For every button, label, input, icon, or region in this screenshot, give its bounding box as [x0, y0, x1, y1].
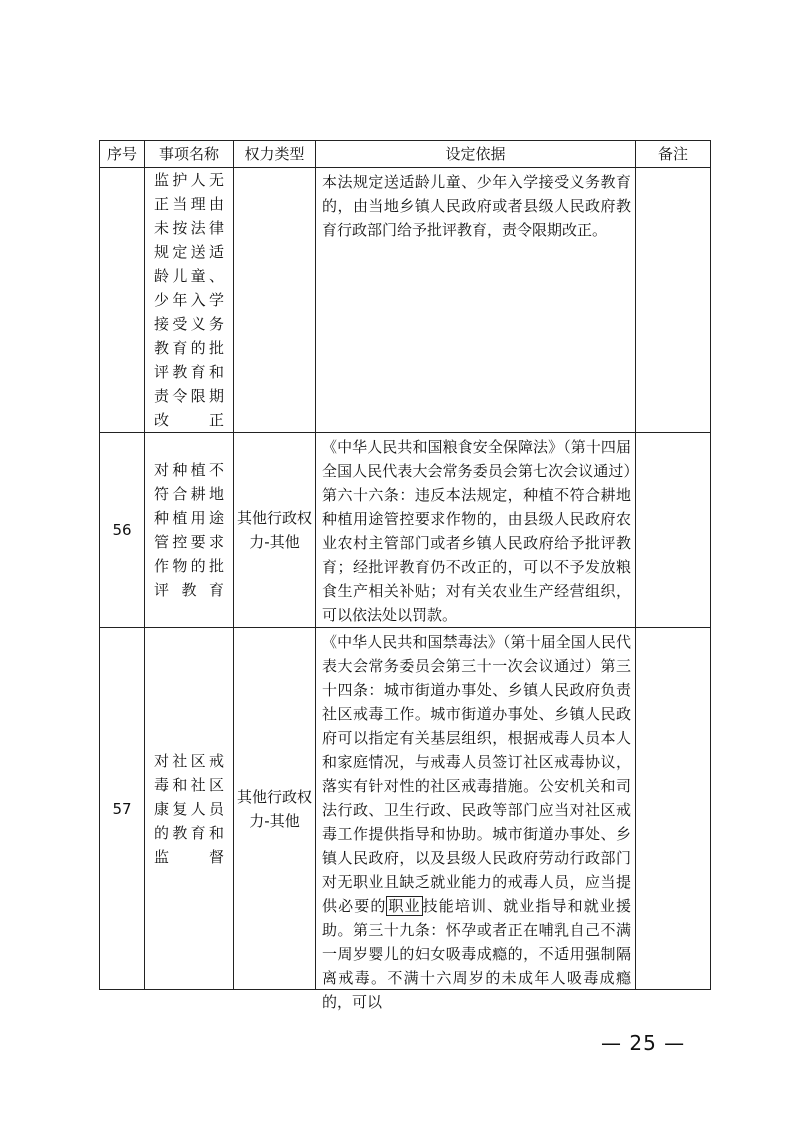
row-item-name: 对社区戒毒和社区康复人员的教育和监督: [145, 628, 234, 990]
row-note: [636, 168, 711, 433]
header-type: 权力类型: [234, 141, 316, 168]
authority-table: [99, 140, 711, 1011]
row-item-name: 监护人无正当理由未按法律规定送适龄儿童、少年入学接受义务教育的批评教育和责令限期改正: [145, 168, 234, 433]
table-row: [100, 168, 711, 433]
row-seq: [100, 168, 145, 433]
row-note: [636, 433, 711, 628]
row-legal-basis: [316, 628, 636, 1011]
row-legal-basis: 本法规定送适龄儿童、少年入学接受义务教育的，由当地乡镇人民政府或者县级人民政府教育行政部门给予批评教育，责令限期改正。: [316, 168, 636, 433]
legal-basis-text: [322, 630, 631, 1011]
row-note: [636, 628, 711, 990]
row-item-name: 对种植不符合耕地种植用途管控要求作物的批评教育: [145, 433, 234, 628]
row-power-type: [234, 168, 316, 433]
header-seq: 序号: [100, 141, 145, 168]
header-name: 事项名称: [145, 141, 234, 168]
row-seq: 57: [100, 628, 145, 990]
table-row: [100, 628, 711, 990]
page-number: — 25 —: [601, 1031, 686, 1055]
boxed-term: 职业: [388, 897, 421, 915]
header-basis: 设定依据: [316, 141, 636, 168]
table-header-row: [100, 141, 711, 168]
legal-basis-part-1: 《中华人民共和国禁毒法》（第十届全国人民代表大会常务委员会第三十一次会议通过）第三十四条：城市街道办事处、乡镇人民政府负责社区戒毒工作。城市街道办事处、乡镇人民政府可以指定有关基层组织，根据戒毒人员本人和家庭情况，与戒毒人员签订社区戒毒协议，落实有针对性的社区戒毒措施。公安机关和司法行政、卫生行政、民政等部门应当对社区戒毒工作提供指导和协助。城市街道办事处、乡镇人民政府，以及县级人民政府劳动行政部门对无职业且缺乏就业能力的戒毒人员，应当提供必要的: [322, 633, 631, 915]
row-legal-basis: 《中华人民共和国粮食安全保障法》（第十四届全国人民代表大会常务委员会第七次会议通过）第六十六条：违反本法规定，种植不符合耕地种植用途管控要求作物的，由县级人民政府农业农村主管部门或者乡镇人民政府给予批评教育；经批评教育仍不改正的，可以不予发放粮食生产相关补贴；对有关农业生产经营组织，可以依法处以罚款。: [316, 433, 636, 628]
legal-basis-part-2: 技能培训、就业指导和就业援助。第三十九条：怀孕或者正在哺乳自己不满一周岁婴儿的妇女吸毒成瘾的，不适用强制隔离戒毒。不满十六周岁的未成年人吸毒成瘾的，可以: [322, 897, 631, 1011]
row-seq: 56: [100, 433, 145, 628]
header-note: 备注: [636, 141, 711, 168]
row-power-type: 其他行政权力-其他: [234, 433, 316, 628]
table-row: [100, 433, 711, 628]
row-power-type: 其他行政权力-其他: [234, 628, 316, 990]
